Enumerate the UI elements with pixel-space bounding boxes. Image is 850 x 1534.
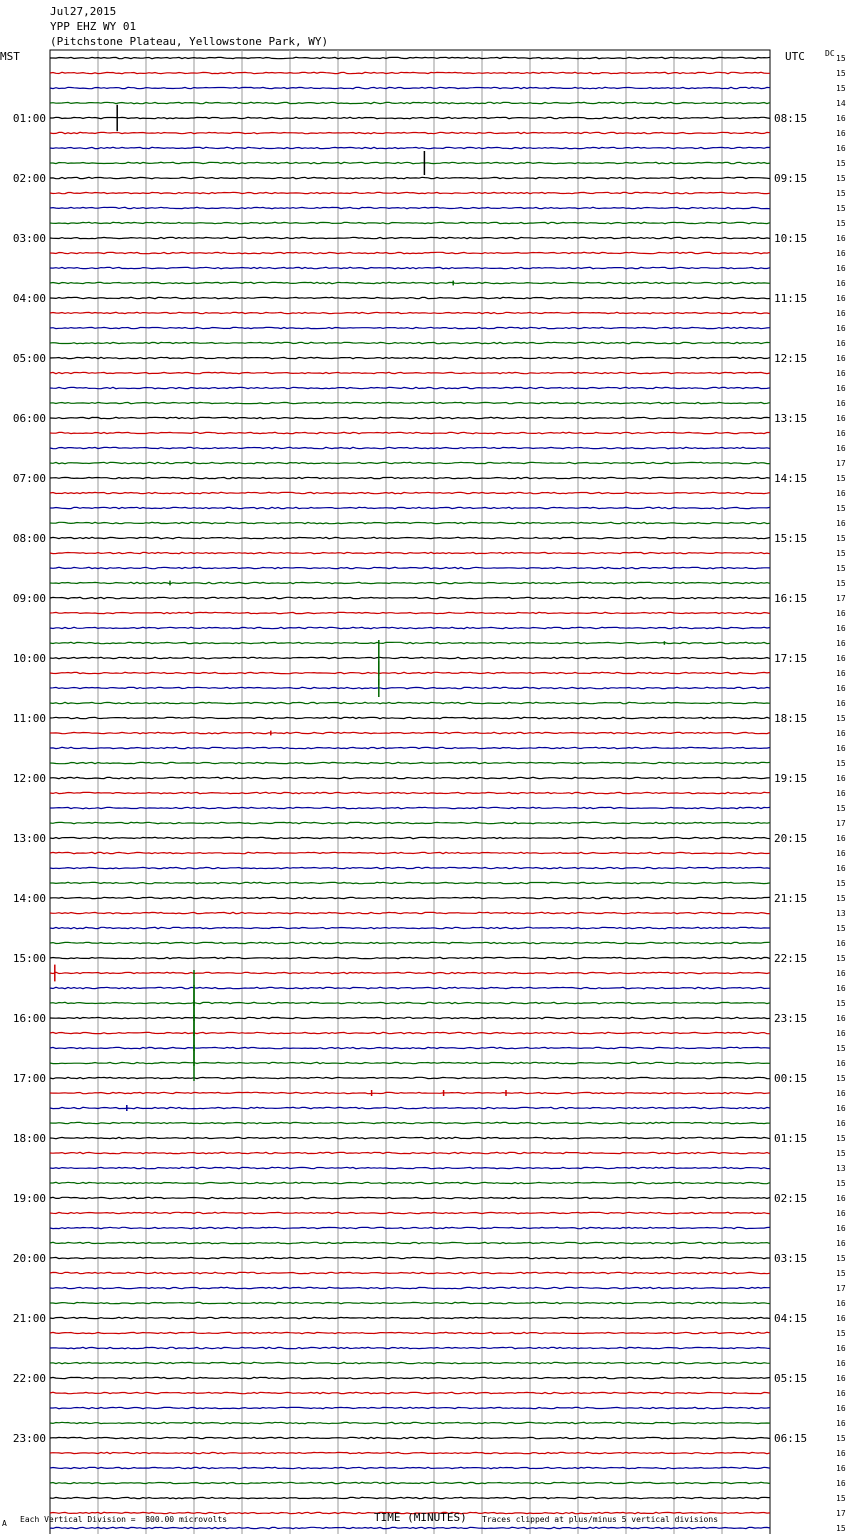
seismic-trace <box>50 252 770 253</box>
seismic-trace <box>50 357 770 358</box>
seismic-trace <box>50 942 770 943</box>
dc-offset-value: 16 <box>836 1389 846 1398</box>
dc-offset-value: 16 <box>836 1449 846 1458</box>
seismic-trace <box>50 567 770 568</box>
dc-offset-value: 16 <box>836 1209 846 1218</box>
dc-offset-value: 16 <box>836 339 846 348</box>
dc-offset-value: 15 <box>836 189 846 198</box>
dc-offset-value: 16 <box>836 429 846 438</box>
dc-offset-value: 17 <box>836 1284 846 1293</box>
seismic-trace <box>50 462 770 463</box>
dc-offset-value: 16 <box>836 324 846 333</box>
plot-frame <box>50 50 770 1534</box>
dc-offset-value: 15 <box>836 474 846 483</box>
seismic-trace <box>50 1047 770 1048</box>
dc-offset-value: 17 <box>836 459 846 468</box>
mst-hour-label: 10:00 <box>12 652 46 665</box>
dc-offset-value: 16 <box>836 1089 846 1098</box>
dc-offset-value: 16 <box>836 609 846 618</box>
dc-offset-value: 14 <box>836 99 846 108</box>
dc-offset-value: 17 <box>836 1509 846 1518</box>
seismic-trace <box>50 177 770 178</box>
utc-hour-label: 22:15 <box>774 952 808 965</box>
utc-hour-label: 13:15 <box>774 412 808 425</box>
seismic-trace <box>50 1242 770 1243</box>
mst-hour-label: 23:00 <box>12 1432 46 1445</box>
utc-hour-label: 05:15 <box>774 1372 808 1385</box>
dc-offset-value: 16 <box>836 1344 846 1353</box>
dc-offset-value: 15 <box>836 894 846 903</box>
dc-offset-value: 15 <box>836 999 846 1008</box>
dc-offset-value: 16 <box>836 774 846 783</box>
seismic-trace <box>50 927 770 928</box>
date-label: Jul27,2015 <box>50 5 117 18</box>
seismic-trace <box>50 957 770 958</box>
dc-offset-value: 15 <box>836 879 846 888</box>
seismic-trace <box>50 1317 770 1318</box>
dc-offset-value: 15 <box>836 1134 846 1143</box>
dc-offset-value: 15 <box>836 1524 846 1533</box>
station-label: YPP EHZ WY 01 <box>50 20 137 33</box>
dc-offset-value: 16 <box>836 279 846 288</box>
dc-offset-value: 15 <box>836 1269 846 1278</box>
seismic-trace <box>50 1092 770 1093</box>
dc-offset-value: 16 <box>836 414 846 423</box>
dc-offset-value: 16 <box>836 444 846 453</box>
dc-offset-value: 15 <box>836 1179 846 1188</box>
dc-offset-value: 16 <box>836 864 846 873</box>
seismic-trace <box>50 342 770 343</box>
mst-hour-label: 04:00 <box>12 292 46 305</box>
utc-hour-label: 14:15 <box>774 472 808 485</box>
seismic-trace <box>50 492 770 493</box>
seismic-trace <box>50 1212 770 1213</box>
seismic-trace <box>50 882 770 883</box>
seismic-trace <box>50 627 770 628</box>
dc-offset-value: 16 <box>836 264 846 273</box>
dc-offset-value: 16 <box>836 1419 846 1428</box>
seismic-trace <box>50 1392 770 1393</box>
seismic-trace <box>50 807 770 808</box>
seismic-trace <box>50 987 770 988</box>
seismic-trace <box>50 387 770 388</box>
dc-offset-value: 16 <box>836 369 846 378</box>
seismic-trace <box>50 1032 770 1033</box>
seismic-trace <box>50 717 770 718</box>
footer-clip-note: Traces clipped at plus/minus 5 vertical divisions <box>482 1515 719 1524</box>
mst-label: MST <box>0 50 20 63</box>
mst-hour-label: 05:00 <box>12 352 46 365</box>
seismic-trace <box>50 1527 770 1528</box>
seismic-trace <box>50 1437 770 1438</box>
utc-hour-label: 15:15 <box>774 532 808 545</box>
seismic-trace <box>50 837 770 838</box>
seismic-trace <box>50 1362 770 1363</box>
dc-offset-value: 15 <box>836 1149 846 1158</box>
seismic-trace <box>50 657 770 658</box>
seismic-trace <box>50 1182 770 1183</box>
dc-offset-value: 15 <box>836 1074 846 1083</box>
dc-offset-value: 15 <box>836 759 846 768</box>
footer-mark: A <box>2 1519 7 1528</box>
seismic-trace <box>50 762 770 763</box>
mst-hour-label: 12:00 <box>12 772 46 785</box>
seismic-trace <box>50 1452 770 1453</box>
dc-offset-value: 15 <box>836 549 846 558</box>
seismic-trace <box>50 1332 770 1333</box>
dc-offset-value: 15 <box>836 504 846 513</box>
seismic-trace <box>50 1287 770 1288</box>
dc-offset-value: 16 <box>836 1464 846 1473</box>
seismic-trace <box>50 1422 770 1423</box>
dc-offset-value: 15 <box>836 534 846 543</box>
utc-hour-label: 17:15 <box>774 652 808 665</box>
seismic-trace <box>50 822 770 823</box>
seismic-trace <box>50 147 770 148</box>
dc-offset-value: 16 <box>836 984 846 993</box>
utc-hour-label: 02:15 <box>774 1192 808 1205</box>
mst-hour-label: 20:00 <box>12 1252 46 1265</box>
dc-offset-value: 16 <box>836 489 846 498</box>
seismic-trace <box>50 1227 770 1228</box>
seismic-trace <box>50 507 770 508</box>
seismic-trace <box>50 417 770 418</box>
dc-offset-value: 17 <box>836 819 846 828</box>
dc-offset-value: 16 <box>836 519 846 528</box>
utc-hour-label: 20:15 <box>774 832 808 845</box>
utc-hour-label: 09:15 <box>774 172 808 185</box>
footer-scale-note: Each Vertical Division = 800.00 microvolts <box>20 1515 228 1524</box>
mst-hour-label: 15:00 <box>12 952 46 965</box>
mst-hour-label: 07:00 <box>12 472 46 485</box>
dc-offset-value: 16 <box>836 1119 846 1128</box>
dc-offset-value: 16 <box>836 654 846 663</box>
mst-hour-label: 06:00 <box>12 412 46 425</box>
mst-hour-label: 11:00 <box>12 712 46 725</box>
seismic-trace <box>50 522 770 523</box>
dc-offset-value: 16 <box>836 1194 846 1203</box>
dc-offset-value: 16 <box>836 129 846 138</box>
dc-offset-value: 16 <box>836 249 846 258</box>
utc-hour-label: 06:15 <box>774 1432 808 1445</box>
dc-offset-value: 16 <box>836 1104 846 1113</box>
seismic-trace <box>50 1152 770 1153</box>
seismic-trace <box>50 237 770 238</box>
dc-offset-value: 16 <box>836 834 846 843</box>
seismic-trace <box>50 792 770 793</box>
dc-offset-value: 16 <box>836 309 846 318</box>
seismic-trace <box>50 1377 770 1378</box>
dc-offset-value: 15 <box>836 1254 846 1263</box>
dc-offset-value: 16 <box>836 114 846 123</box>
seismic-trace <box>50 1272 770 1273</box>
dc-offset-value: 16 <box>836 1029 846 1038</box>
utc-hour-label: 12:15 <box>774 352 808 365</box>
seismic-trace <box>50 432 770 433</box>
dc-offset-value: 16 <box>836 1374 846 1383</box>
seismic-trace <box>50 1122 770 1123</box>
seismic-trace <box>50 1482 770 1483</box>
seismic-trace <box>50 447 770 448</box>
dc-offset-value: 15 <box>836 159 846 168</box>
seismic-trace <box>50 192 770 193</box>
seismic-trace <box>50 132 770 133</box>
seismic-trace <box>50 1407 770 1408</box>
mst-hour-label: 14:00 <box>12 892 46 905</box>
seismic-trace <box>50 87 770 88</box>
dc-offset-value: 16 <box>836 669 846 678</box>
utc-hour-label: 01:15 <box>774 1132 808 1145</box>
seismic-trace <box>50 672 770 673</box>
mst-hour-label: 19:00 <box>12 1192 46 1205</box>
seismic-trace <box>50 267 770 268</box>
seismic-trace <box>50 687 770 688</box>
dc-offset-value: 15 <box>836 69 846 78</box>
seismic-trace <box>50 162 770 163</box>
dc-offset-value: 16 <box>836 384 846 393</box>
mst-hour-label: 09:00 <box>12 592 46 605</box>
dc-label: DC <box>825 49 835 58</box>
utc-hour-label: 08:15 <box>774 112 808 125</box>
dc-offset-value: 16 <box>836 1359 846 1368</box>
seismic-trace <box>50 702 770 703</box>
mst-hour-label: 08:00 <box>12 532 46 545</box>
seismic-trace <box>50 1197 770 1198</box>
dc-offset-value: 15 <box>836 1434 846 1443</box>
dc-offset-value: 16 <box>836 234 846 243</box>
dc-offset-value: 16 <box>836 399 846 408</box>
seismic-trace <box>50 777 770 778</box>
dc-offset-value: 16 <box>836 294 846 303</box>
seismic-trace <box>50 372 770 373</box>
dc-offset-value: 15 <box>836 1494 846 1503</box>
dc-offset-value: 16 <box>836 1239 846 1248</box>
seismic-trace <box>50 1497 770 1498</box>
mst-hour-label: 22:00 <box>12 1372 46 1385</box>
utc-hour-label: 10:15 <box>774 232 808 245</box>
seismic-trace <box>50 72 770 73</box>
dc-offset-value: 16 <box>836 624 846 633</box>
utc-label: UTC <box>785 50 805 63</box>
utc-hour-label: 23:15 <box>774 1012 808 1025</box>
seismic-trace <box>50 1167 770 1168</box>
dc-offset-value: 16 <box>836 969 846 978</box>
seismic-trace <box>50 477 770 478</box>
mst-hour-label: 21:00 <box>12 1312 46 1325</box>
dc-offset-value: 16 <box>836 789 846 798</box>
seismic-trace <box>50 852 770 853</box>
dc-offset-value: 15 <box>836 1329 846 1338</box>
seismic-trace <box>50 1002 770 1003</box>
seismic-trace <box>50 1062 770 1063</box>
x-axis-title: TIME (MINUTES) <box>374 1511 467 1524</box>
utc-hour-label: 19:15 <box>774 772 808 785</box>
dc-offset-value: 16 <box>836 849 846 858</box>
dc-offset-value: 15 <box>836 54 846 63</box>
seismic-trace <box>50 222 770 223</box>
seismic-trace <box>50 537 770 538</box>
seismic-trace <box>50 597 770 598</box>
utc-hour-label: 18:15 <box>774 712 808 725</box>
mst-hour-label: 16:00 <box>12 1012 46 1025</box>
seismic-trace <box>50 642 770 643</box>
seismic-trace <box>50 1107 770 1108</box>
seismic-trace <box>50 612 770 613</box>
seismic-trace <box>50 102 770 103</box>
seismic-trace <box>50 1302 770 1303</box>
dc-offset-value: 15 <box>836 204 846 213</box>
dc-offset-value: 16 <box>836 1014 846 1023</box>
dc-offset-value: 15 <box>836 564 846 573</box>
dc-offset-value: 16 <box>836 144 846 153</box>
mst-hour-label: 03:00 <box>12 232 46 245</box>
dc-offset-value: 16 <box>836 684 846 693</box>
dc-offset-value: 15 <box>836 714 846 723</box>
seismic-trace <box>50 117 770 118</box>
dc-offset-value: 13 <box>836 909 846 918</box>
seismic-trace <box>50 732 770 733</box>
location-label: (Pitchstone Plateau, Yellowstone Park, WY) <box>50 35 329 48</box>
utc-hour-label: 16:15 <box>774 592 808 605</box>
dc-offset-value: 16 <box>836 939 846 948</box>
seismic-trace <box>50 207 770 208</box>
seismic-trace <box>50 867 770 868</box>
mst-hour-label: 02:00 <box>12 172 46 185</box>
dc-offset-value: 16 <box>836 1224 846 1233</box>
dc-offset-value: 16 <box>836 354 846 363</box>
seismic-trace <box>50 912 770 913</box>
utc-hour-label: 21:15 <box>774 892 808 905</box>
dc-offset-value: 15 <box>836 1044 846 1053</box>
seismic-trace <box>50 402 770 403</box>
seismic-trace <box>50 282 770 283</box>
dc-offset-value: 16 <box>836 1299 846 1308</box>
seismic-trace <box>50 327 770 328</box>
seismic-trace <box>50 312 770 313</box>
dc-offset-value: 15 <box>836 804 846 813</box>
dc-offset-value: 16 <box>836 1059 846 1068</box>
dc-offset-value: 16 <box>836 699 846 708</box>
mst-hour-label: 01:00 <box>12 112 46 125</box>
dc-offset-value: 15 <box>836 954 846 963</box>
seismic-trace <box>50 582 770 583</box>
dc-offset-value: 15 <box>836 84 846 93</box>
dc-offset-value: 15 <box>836 924 846 933</box>
seismic-trace <box>50 1077 770 1078</box>
seismic-trace <box>50 57 770 58</box>
dc-offset-value: 15 <box>836 579 846 588</box>
mst-hour-label: 17:00 <box>12 1072 46 1085</box>
seismic-trace <box>50 1257 770 1258</box>
utc-hour-label: 04:15 <box>774 1312 808 1325</box>
seismic-trace <box>50 297 770 298</box>
mst-hour-label: 18:00 <box>12 1132 46 1145</box>
dc-offset-value: 16 <box>836 729 846 738</box>
seismic-trace <box>50 1467 770 1468</box>
utc-hour-label: 00:15 <box>774 1072 808 1085</box>
seismic-trace <box>50 972 770 973</box>
dc-offset-value: 15 <box>836 174 846 183</box>
dc-offset-value: 15 <box>836 219 846 228</box>
dc-offset-value: 16 <box>836 639 846 648</box>
dc-offset-value: 13 <box>836 1164 846 1173</box>
seismic-trace <box>50 1137 770 1138</box>
dc-offset-value: 16 <box>836 1314 846 1323</box>
utc-hour-label: 03:15 <box>774 1252 808 1265</box>
seismic-trace <box>50 552 770 553</box>
seismic-trace <box>50 747 770 748</box>
seismic-trace <box>50 1017 770 1018</box>
mst-hour-label: 13:00 <box>12 832 46 845</box>
dc-offset-value: 16 <box>836 1479 846 1488</box>
dc-offset-value: 17 <box>836 594 846 603</box>
dc-offset-value: 16 <box>836 1404 846 1413</box>
dc-offset-value: 16 <box>836 744 846 753</box>
seismic-trace <box>50 1347 770 1348</box>
utc-hour-label: 11:15 <box>774 292 808 305</box>
seismic-trace <box>50 897 770 898</box>
